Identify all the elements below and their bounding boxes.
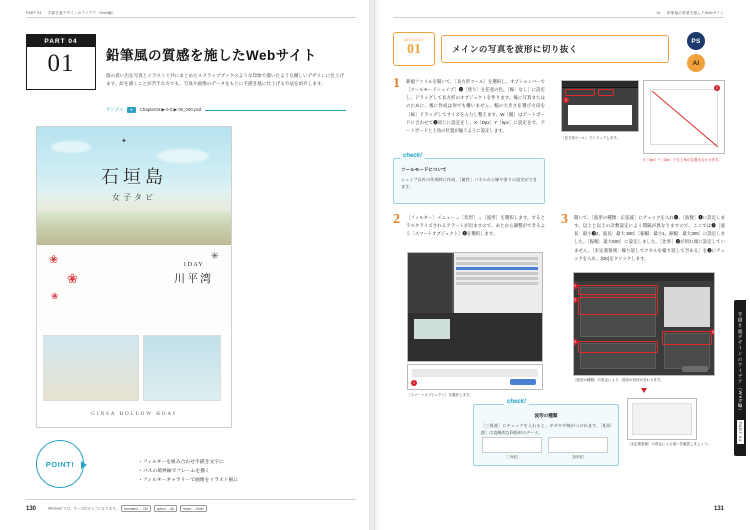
preview-thumb — [414, 319, 450, 339]
part-badge-number: 01 — [47, 49, 75, 77]
header-rule — [393, 17, 724, 18]
step-text: ［フィルター］メニュー→［変形］→［波形］を選択します。するとラスタライズされるアラートが出ますので、あとから調整ができるよう［スマートオブジェクト］❶を選択します。 — [406, 215, 545, 237]
folio-left: 130 — [26, 506, 37, 512]
process-badge — [393, 32, 435, 66]
running-head-part: PART 04 — [26, 11, 42, 15]
highlight-box — [662, 331, 712, 345]
menu-item — [456, 277, 538, 280]
side-tab-part: PART 04 — [738, 422, 743, 442]
highlight-box — [578, 297, 658, 315]
point-list-item: ・ フィルターギャラリーで画像をイラスト風に — [138, 476, 238, 485]
caption-shot-1: ［長方形ツール］でドラッグします。 — [561, 136, 621, 140]
screenshot-options-bar — [561, 80, 639, 132]
mockup-badge-line2: 川平湾 — [174, 273, 213, 285]
process-header — [393, 32, 713, 66]
hibiscus-icon: ❀ — [49, 254, 59, 266]
callout-1: 1 — [413, 381, 415, 385]
page-title: 鉛筆風の質感を施したWebサイト — [106, 48, 317, 63]
menu-item — [456, 282, 538, 285]
mockup-badge-line1: 1DAY — [183, 261, 204, 268]
check-tag: check! — [504, 399, 529, 405]
hibiscus-icon: ❀ — [67, 271, 78, 286]
mockup-hero — [37, 127, 231, 245]
bird-icon: ✦ — [121, 138, 127, 145]
caption-shot-5: ［未定義領域］の設定による違いを確認しましょう。 — [627, 442, 711, 446]
page-lead: 旅の思い出を写真とイラストと共にまとめたスクラップブックのような印象で描いたような優しいデザインに仕上げます。絵を描くことが苦手な方でも、写真や画像のデータをもとに手描き風に仕上げる方法を紹介します。 — [106, 73, 345, 87]
callout-4: 4 — [712, 330, 714, 334]
side-tab — [734, 300, 746, 456]
callout-1: 1 — [574, 284, 576, 288]
highlight-box — [578, 285, 658, 295]
running-head-right — [657, 11, 724, 16]
mockup-title-wrap — [37, 163, 231, 203]
running-head-title: 手描き風デザインのアイデア（Web編） — [47, 11, 116, 15]
sample-label: サンプル — [106, 107, 124, 112]
point-list-item: ・ フィルターを組み合わせ手描き文字に — [138, 458, 238, 467]
screenshot-wave-dialog — [573, 272, 715, 376]
running-head-left — [26, 11, 116, 16]
menu-item — [456, 257, 538, 260]
process-label: process — [404, 37, 424, 42]
check-title: 波形の種類 — [534, 413, 558, 418]
check-thumb — [548, 437, 608, 459]
step-2 — [393, 214, 545, 238]
dialog-ok-button[interactable] — [682, 366, 708, 372]
flow-arrow-icon — [641, 388, 647, 393]
running-head-title: 鉛筆風の質感を施したWebサイト — [667, 11, 724, 15]
sample-tag: ▼ — [127, 107, 136, 113]
part-badge — [26, 34, 96, 90]
highlight-box — [598, 89, 614, 96]
thumb-label: ［三角波］ — [504, 455, 520, 459]
callout-2: 2 — [716, 86, 718, 90]
check-tag: check! — [400, 153, 425, 159]
app-badge-photoshop: PS — [687, 32, 705, 50]
running-head-number: 01 — [656, 11, 661, 15]
hibiscus-icon: ❀ — [51, 291, 59, 301]
check-thumb — [482, 437, 542, 459]
menu-item-selected — [456, 267, 538, 270]
sparkle-icon: ✳ — [210, 251, 219, 262]
screenshot-alert-dialog — [407, 364, 543, 390]
menu-item — [456, 262, 538, 265]
mockup-middle — [37, 245, 231, 331]
caption-shot-2: X［0px］Y［0px］で左上角の位置を合わせます。 — [643, 158, 722, 162]
check-box-2 — [473, 399, 619, 466]
step-text: 開いて、［波形の種類：正弦波］にチェックを入れ❶、［波数］❶に設定します。以上と以上の計数設定によく間隔が異なりますので、ここでは❷［波長：最小❸2、波長：最大 300］［振幅：最小1、振幅：最大300］に設定しました。［振幅：最大600］に設定しました。［比率］❸が切れ端に設定していません。［未定義領域：繰り返しでクセルを繰り返して空ある］を❷にチェックを入れ、[OK]をクリックします。 — [574, 215, 725, 261]
side-tab-title: 手描き風デザインのアイデア（Web編） — [738, 312, 743, 414]
callout-2: 2 — [574, 298, 576, 302]
check-thumbs — [482, 437, 608, 459]
point-list — [98, 458, 238, 485]
cloud-shape — [157, 149, 209, 163]
canvas-preview — [568, 105, 632, 125]
menu-item — [456, 272, 538, 275]
thumb-label: ［矩形波］ — [570, 455, 586, 459]
thumb-image — [548, 437, 608, 453]
point-badge: POINT! — [36, 440, 84, 488]
sample-path: Chapter04 ▶ 0-0 ▶ 00_000.psd — [139, 107, 202, 112]
right-page — [375, 0, 750, 530]
highlight-box — [565, 89, 595, 96]
preview-area — [664, 287, 710, 327]
mockup-photo — [43, 335, 139, 401]
dialog-titlebar — [574, 273, 714, 281]
footer-note-label: Windows では、キーは次のようになります。 — [48, 506, 119, 511]
app-badge-illustrator: AI — [687, 54, 705, 72]
cloud-shape — [51, 141, 91, 153]
process-number: 01 — [407, 42, 421, 57]
alert-ok-button[interactable] — [510, 379, 536, 385]
check-text: シェイプ以外の作成時に作成、［属性］パネルから線や塗りの設定ができます。 — [401, 177, 537, 190]
step-text: 新規ファイルを開いて、［長方形ツール］を選択し、オプションバーで［ツールモードシェイプ］❶［塗り］を任意の色、［線：なし］に設定し、ドラッグして長方形のオブジェクトを作ります。後に写真またはのために、後に作成は何でも構いません。幅の大きさを選び方向を［線］ドラッグしてサイズを入力し整えます。W［幅］はアートボードに合わせて❷同じに設定をし、X［Dpx］Y［0px］に設定をで、アートボードと上角の位置が揃うように設定します。 — [406, 79, 545, 133]
step-number: 2 — [393, 212, 400, 227]
result-preview — [632, 403, 692, 435]
footer-key: return → Enter — [180, 505, 207, 512]
process-title: メインの写真を波形に切り抜く — [441, 35, 669, 63]
folio-right: 131 — [713, 506, 724, 512]
toolbar-strip — [562, 81, 638, 88]
step-number: 1 — [393, 76, 400, 91]
mockup-photo-row — [37, 331, 231, 405]
step-number: 3 — [561, 212, 568, 227]
website-mockup — [36, 126, 232, 428]
mockup-footer-text: GINSA HOLLOW HOAI — [37, 405, 231, 428]
screenshot-filter-menu — [407, 252, 543, 362]
thumb-image — [482, 437, 542, 453]
header-rule — [26, 17, 356, 18]
footer-note — [48, 505, 208, 512]
screenshot-result — [627, 398, 697, 440]
screenshot-overlay — [643, 80, 725, 154]
check-box-1 — [393, 153, 545, 204]
check-text: ［三角波］にチェックを入れると、ギザギザ線がつけれます。［矩形波］は直線的な四角形のデータ。 — [481, 423, 611, 436]
sample-file-line — [106, 107, 346, 113]
mockup-site-subtitle: 女子タビ — [112, 193, 156, 202]
footer-key: option → Alt — [154, 505, 177, 512]
mockup-site-title: 石垣島 — [101, 167, 167, 187]
caption-shot-4: ［波形の種類］の設定により、波形の形状が変わります。 — [573, 378, 664, 382]
step-1 — [393, 78, 545, 135]
point-box — [36, 436, 336, 492]
sample-rule — [205, 110, 346, 111]
step-3 — [561, 214, 725, 263]
callout-3: 3 — [574, 340, 576, 344]
callout-1: 1 — [565, 98, 567, 102]
alert-text — [412, 369, 538, 377]
mockup-badge — [174, 261, 213, 286]
check-title: ツールモードについて — [401, 167, 447, 172]
caption-shot-3: ［スマートオブジェクト］を選択します。 — [407, 393, 473, 397]
footer-rule — [26, 499, 356, 500]
footer-key: command → Ctrl — [121, 505, 151, 512]
point-list-item: ・ パスの境界線でフレームを描く — [138, 467, 238, 476]
highlight-box — [578, 341, 658, 353]
mockup-photo — [143, 335, 221, 401]
part-badge-label: PART 04 — [27, 35, 95, 47]
